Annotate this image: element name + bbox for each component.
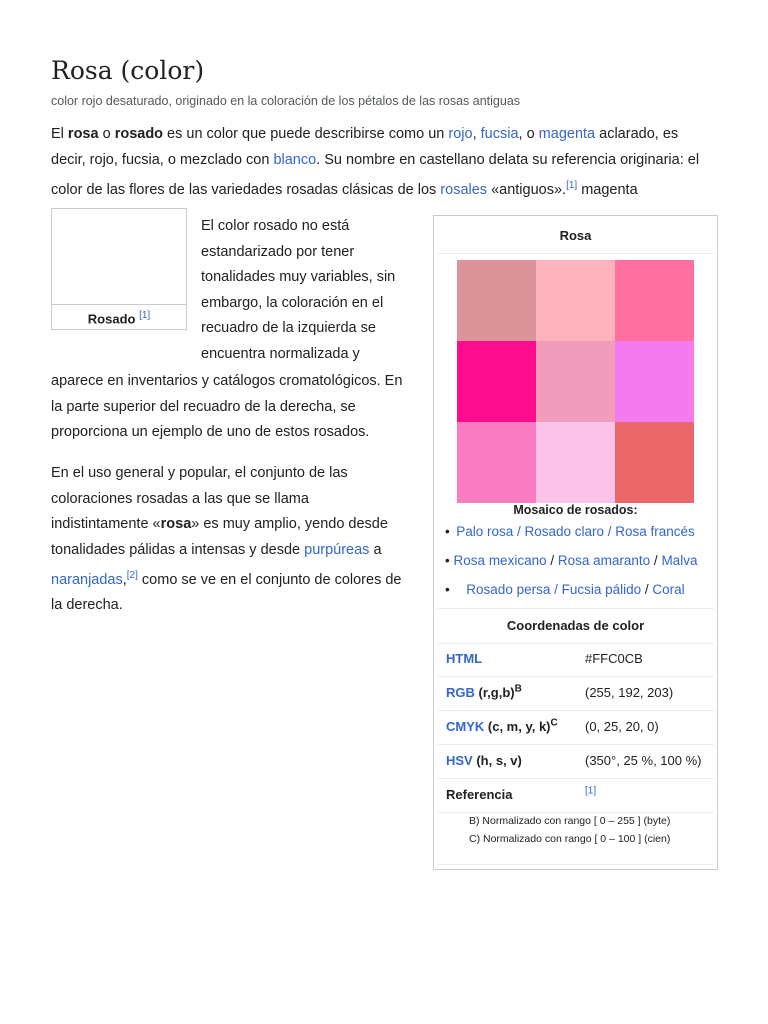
color-swatch [52,209,186,306]
mosaic-link[interactable]: Coral [652,582,685,597]
mosaic-tile [457,341,536,422]
link-blanco[interactable]: blanco [273,152,317,168]
mosaic-tile [457,260,536,341]
color-coordinates-header: Coordenadas de color [437,608,714,644]
color-mosaic [457,260,694,503]
paragraph-1-continued: aparece en inventarios y catálogos cromatológicos. En la parte superior del recuadro de la derecha, se proporciona un ejemplo de uno de estos rosados. [51,373,403,440]
link-html[interactable]: HTML [446,651,483,666]
reference-link[interactable]: [1] [139,310,151,321]
mosaic-tile [536,341,615,422]
footnotes [437,812,714,865]
paragraph-2 [51,461,406,619]
swatch-caption-label: Rosado [87,311,136,327]
reference-value [585,778,596,812]
coord-value: #FFC0CB [585,651,643,666]
link-cmyk[interactable]: CMYK [446,719,485,734]
mosaic-tile [615,341,694,422]
link-naranjadas[interactable]: naranjadas [51,571,123,588]
coord-value: (350°, 25 %, 100 %) [585,753,702,768]
intro-text: es un color que puede describirse como un [163,126,449,142]
link-rosales[interactable]: rosales [440,181,488,198]
intro-text: , o [518,126,539,142]
reference-link[interactable]: [2] [126,570,138,581]
link-hsv[interactable]: HSV [446,753,473,768]
note-marker: C [550,717,558,729]
reference-link[interactable]: [1] [566,180,578,191]
coord-value: (0, 25, 20, 0) [585,719,659,734]
mosaic-link[interactable]: Rosa mexicano [453,553,547,568]
color-swatch-box [51,208,187,330]
mosaic-link[interactable]: Rosado persa / Fucsia pálido [466,582,642,597]
note-marker: B [514,683,522,695]
intro-text: . Su nombre en castellano delata su referencia originaria: el color de las flores de las variedades rosadas clásicas de los [51,152,700,198]
coord-row-hsv [437,744,714,779]
mosaic-list-item [434,519,717,548]
intro-text: aclarado, es decir, rojo, fucsia, o mezclado con [51,126,679,168]
coord-label [446,710,558,744]
paragraph-text: En el uso general y popular, el conjunto de las coloraciones rosadas a las que se llama indistintamente « [51,465,348,532]
separator: / [650,553,662,568]
reference-link[interactable]: [1] [585,785,597,797]
coord-label [446,676,522,710]
paragraph-text: » es muy amplio, yendo desde tonalidades pálidas a intensas y desde [51,516,388,558]
mosaic-link[interactable]: Malva [661,553,698,568]
paragraph-text: , [122,571,127,588]
term-rosa: rosa [67,126,99,142]
mosaic-tile [536,422,615,503]
mosaic-caption: Mosaico de rosados: [513,503,638,517]
link-purpureas[interactable]: purpúreas [304,541,370,558]
mosaic-tile [615,260,694,341]
intro-text: «antiguos». [487,181,567,198]
page-subtitle: color rojo desaturado, originado en la coloración de los pétalos de las rosas antiguas [51,94,521,108]
mosaic-tile [457,422,536,503]
coord-row-reference [437,778,714,813]
link-magenta[interactable]: magenta [538,126,596,142]
infobox [433,215,718,870]
link-rgb[interactable]: RGB [446,685,475,700]
mosaic-list-item [434,577,717,606]
paragraph-text: como se ve en el conjunto de colores de la derecha. [51,571,402,614]
mosaic-link[interactable]: Rosa amaranto [557,553,651,568]
separator: / [546,553,558,568]
coord-value: (255, 192, 203) [585,685,674,700]
coord-label-detail: (r,g,b) [474,685,515,700]
coord-label-detail: (c, m, y, k) [484,719,551,734]
coord-label [446,744,522,778]
paragraph-text: a [369,541,382,558]
coord-row-cmyk [437,710,714,745]
intro-paragraph [51,121,711,203]
mosaic-tile [536,260,615,341]
coord-label [446,642,482,676]
footnote: B) Normalizado con rango [ 0 – 255 ] (byte) [469,815,671,827]
reference-label: Referencia [446,787,513,802]
mosaic-list-item [434,548,717,577]
link-rojo[interactable]: rojo [448,126,473,142]
swatch-caption [52,304,186,329]
coord-label-detail: (h, s, v) [472,753,522,768]
term-rosado: rosado [114,126,164,142]
intro-text: El [51,126,68,142]
intro-text: magenta [577,181,638,198]
mosaic-link[interactable]: Palo rosa / Rosado claro / Rosa francés [456,524,695,539]
float-paragraph: El color rosado no está estandarizado por tener tonalidades muy variables, sin embargo, la coloración en el recuadro de la izquierda se encuentra normalizada y [201,218,396,362]
intro-text: o [98,126,115,142]
footnote: C) Normalizado con rango [ 0 – 100 ] (cien) [469,833,671,845]
term-rosa: rosa [160,516,192,532]
coord-row-rgb [437,676,714,711]
coord-row-html [437,642,714,677]
separator: / [641,582,653,597]
page-title: Rosa (color) [51,56,205,85]
infobox-title: Rosa [437,219,714,254]
mosaic-links [434,519,717,606]
link-fucsia[interactable]: fucsia [480,126,519,142]
intro-text: , [472,126,481,142]
mosaic-tile [615,422,694,503]
